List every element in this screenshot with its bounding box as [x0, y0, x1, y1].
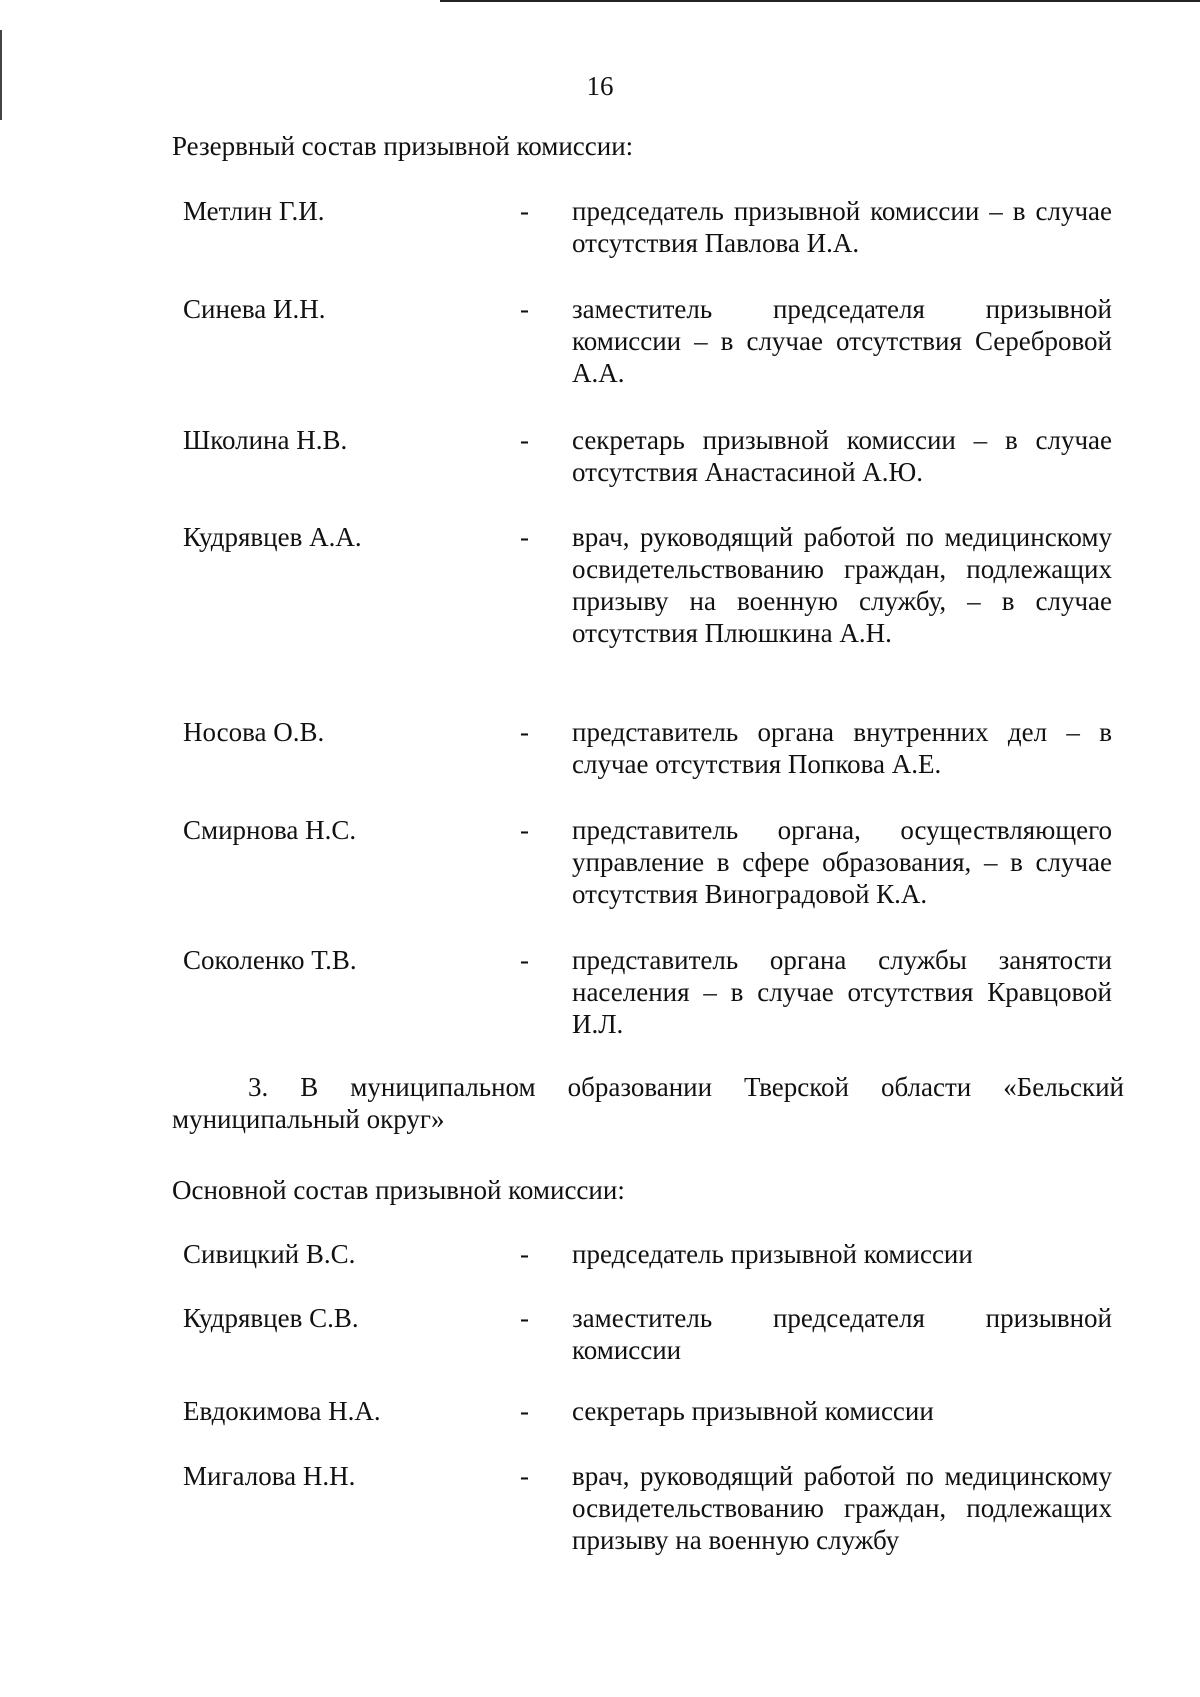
member-name: Соколенко Т.В. — [183, 945, 357, 975]
member-dash: - — [520, 1461, 529, 1491]
main-heading: Основной состав призывной комиссии: — [172, 1175, 625, 1205]
member-role: заместитель председателя призывной комиссии – в случае отсутствия Серебровой А.А. — [572, 294, 1112, 388]
page-number: 16 — [586, 71, 614, 101]
member-name: Сивицкий В.С. — [183, 1239, 356, 1269]
member-dash: - — [520, 1303, 529, 1333]
member-role: врач, руководящий работой по медицинскому освидетельствованию граждан, подлежащих призыву на военную службу — [572, 1461, 1112, 1555]
member-dash: - — [520, 945, 529, 975]
member-dash: - — [520, 1239, 529, 1269]
member-dash: - — [520, 1396, 529, 1426]
member-name: Школина Н.В. — [183, 425, 348, 455]
member-name: Евдокимова Н.А. — [183, 1396, 381, 1426]
member-role: секретарь призывной комиссии – в случае отсутствия Анастасиной А.Ю. — [572, 425, 1112, 487]
member-role: председатель призывной комиссии — [572, 1239, 973, 1269]
member-role: представитель органа службы занятости населения – в случае отсутствия Кравцовой И.Л. — [572, 945, 1112, 1039]
member-name: Метлин Г.И. — [183, 196, 325, 226]
member-name: Кудрявцев А.А. — [183, 522, 362, 552]
scan-edge-top — [440, 0, 1200, 2]
member-role: врач, руководящий работой по медицинскому освидетельствованию граждан, подлежащих призыву на военную службу, – в случае отсутствия Плюшкина А.Н. — [572, 522, 1112, 648]
member-dash: - — [520, 717, 529, 747]
member-role: секретарь призывной комиссии — [572, 1396, 934, 1426]
member-name: Синева И.Н. — [183, 294, 326, 324]
member-role: представитель органа внутренних дел – в случае отсутствия Попкова А.Е. — [572, 717, 1112, 779]
member-dash: - — [520, 815, 529, 845]
member-dash: - — [520, 294, 529, 324]
member-role: представитель органа, осуществляющего управление в сфере образования, – в случае отсутствия Виноградовой К.А. — [572, 815, 1112, 909]
member-dash: - — [520, 425, 529, 455]
member-role: председатель призывной комиссии – в случае отсутствия Павлова И.А. — [572, 196, 1112, 258]
member-name: Кудрявцев С.В. — [183, 1303, 359, 1333]
member-dash: - — [520, 522, 529, 552]
member-name: Носова О.В. — [183, 717, 325, 747]
reserve-heading: Резервный состав призывной комиссии: — [172, 131, 634, 161]
member-name: Смирнова Н.С. — [183, 815, 357, 845]
member-name: Мигалова Н.Н. — [183, 1461, 356, 1491]
section-3-paragraph: 3. В муниципальном образовании Тверской области «Бельский муниципальный округ» — [172, 1072, 1124, 1134]
member-dash: - — [520, 196, 529, 226]
member-role: заместитель председателя призывной комиссии — [572, 1303, 1112, 1365]
